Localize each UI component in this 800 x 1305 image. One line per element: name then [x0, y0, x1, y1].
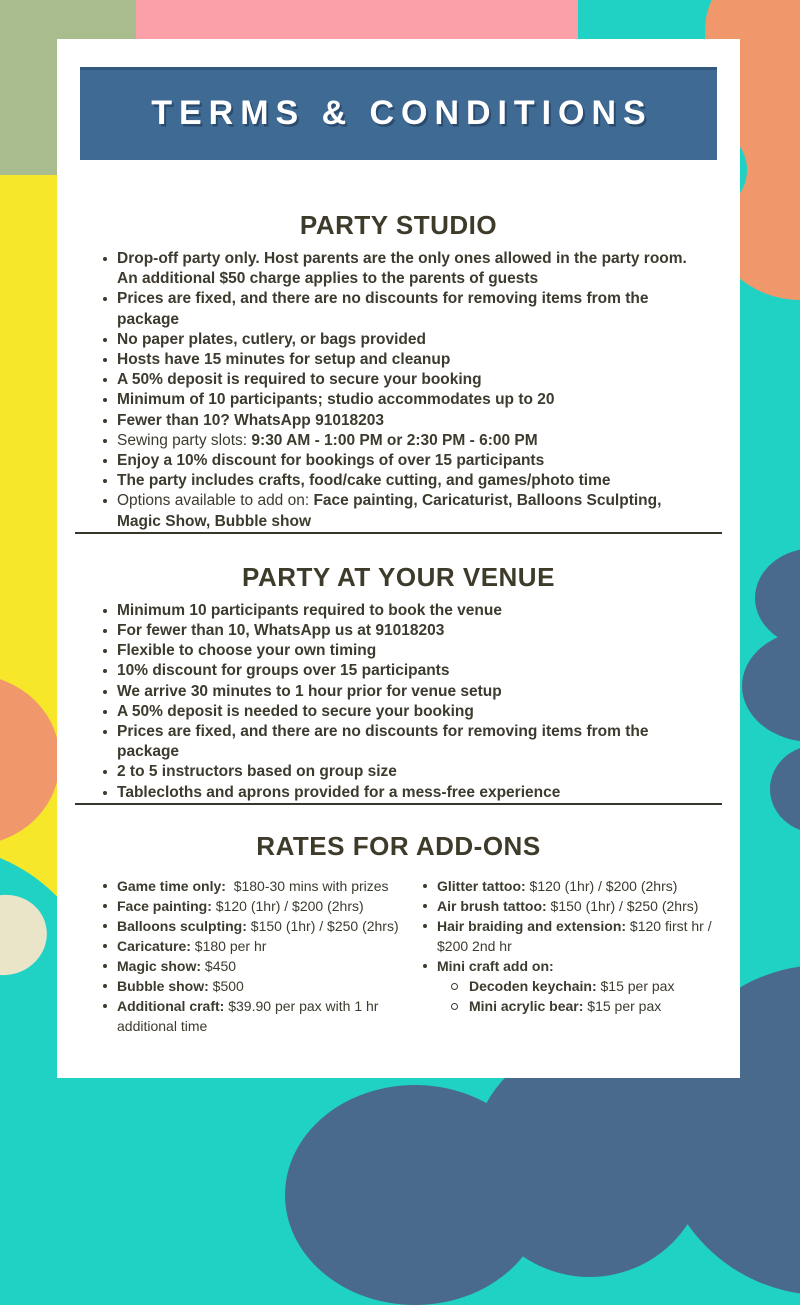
section-rates-for-add-ons: [57, 831, 740, 1036]
list-item: 2 to 5 instructors based on group size: [97, 762, 704, 782]
list-item: Magic show: $450: [97, 956, 417, 976]
page-title: TERMS & CONDITIONS: [151, 94, 653, 132]
sub-list-item: Decoden keychain: $15 per pax: [417, 976, 730, 996]
list-item: Tablecloths and aprons provided for a mess-free experience: [97, 783, 704, 803]
list-item: A 50% deposit is required to secure your booking: [97, 370, 704, 390]
title-banner: [80, 67, 717, 160]
list-item: Air brush tattoo: $150 (1hr) / $250 (2hrs): [417, 896, 730, 916]
rates-right-column: [417, 876, 730, 1036]
sub-list-item: Mini acrylic bear: $15 per pax: [417, 996, 730, 1016]
rates-columns: [97, 876, 730, 1036]
section-party-studio: [57, 210, 740, 532]
list-item: Game time only: $180-30 mins with prizes: [97, 876, 417, 896]
party-venue-bullet-list: [97, 601, 704, 803]
party-studio-heading: PARTY STUDIO: [299, 210, 498, 240]
party-studio-bullet-list: [97, 249, 704, 532]
list-item: Hosts have 15 minutes for setup and cleanup: [97, 350, 704, 370]
list-item: Minimum of 10 participants; studio accommodates up to 20: [97, 390, 704, 410]
list-item: Balloons sculpting: $150 (1hr) / $250 (2hrs): [97, 916, 417, 936]
list-item: We arrive 30 minutes to 1 hour prior for venue setup: [97, 682, 704, 702]
list-item: Face painting: $120 (1hr) / $200 (2hrs): [97, 896, 417, 916]
list-item: Enjoy a 10% discount for bookings of over 15 participants: [97, 451, 704, 471]
list-item: The party includes crafts, food/cake cutting, and games/photo time: [97, 471, 704, 491]
flyer-card: [57, 39, 740, 1078]
list-item: A 50% deposit is needed to secure your booking: [97, 702, 704, 722]
list-item: Options available to add on: Face painting, Caricaturist, Balloons Sculpting, Magic Show, Bubble show: [97, 491, 704, 531]
list-item: Caricature: $180 per hr: [97, 936, 417, 956]
list-item: Prices are fixed, and there are no discounts for removing items from the package: [97, 289, 704, 329]
section-divider: [75, 532, 722, 534]
list-item: Fewer than 10? WhatsApp 91018203: [97, 411, 704, 431]
slate-blob: [742, 630, 800, 742]
list-item: Sewing party slots: 9:30 AM - 1:00 PM or 2:30 PM - 6:00 PM: [97, 431, 704, 451]
list-item: Bubble show: $500: [97, 976, 417, 996]
list-item: Hair braiding and extension: $120 first hr / $200 2nd hr: [417, 916, 730, 956]
list-item: Mini craft add on:: [417, 956, 730, 976]
list-item: No paper plates, cutlery, or bags provided: [97, 330, 704, 350]
list-item: Glitter tattoo: $120 (1hr) / $200 (2hrs): [417, 876, 730, 896]
slate-blob: [770, 745, 800, 833]
list-item: For fewer than 10, WhatsApp us at 91018203: [97, 621, 704, 641]
rates-left-column: [97, 876, 417, 1036]
list-item: 10% discount for groups over 15 participants: [97, 661, 704, 681]
list-item: Drop-off party only. Host parents are the only ones allowed in the party room. An additional $50 charge applies to the parents of guests: [97, 249, 704, 289]
list-item: Additional craft: $39.90 per pax with 1 hr additional time: [97, 996, 417, 1036]
section-divider: [75, 803, 722, 805]
list-item: Flexible to choose your own timing: [97, 641, 704, 661]
list-item: Minimum 10 participants required to book the venue: [97, 601, 704, 621]
slate-blob: [285, 1085, 545, 1305]
party-at-your-venue-heading: PARTY AT YOUR VENUE: [242, 561, 555, 592]
rates-heading: RATES FOR ADD-ONS: [256, 830, 541, 861]
list-item: Prices are fixed, and there are no discounts for removing items from the package: [97, 722, 704, 762]
section-party-at-your-venue: [57, 562, 740, 803]
